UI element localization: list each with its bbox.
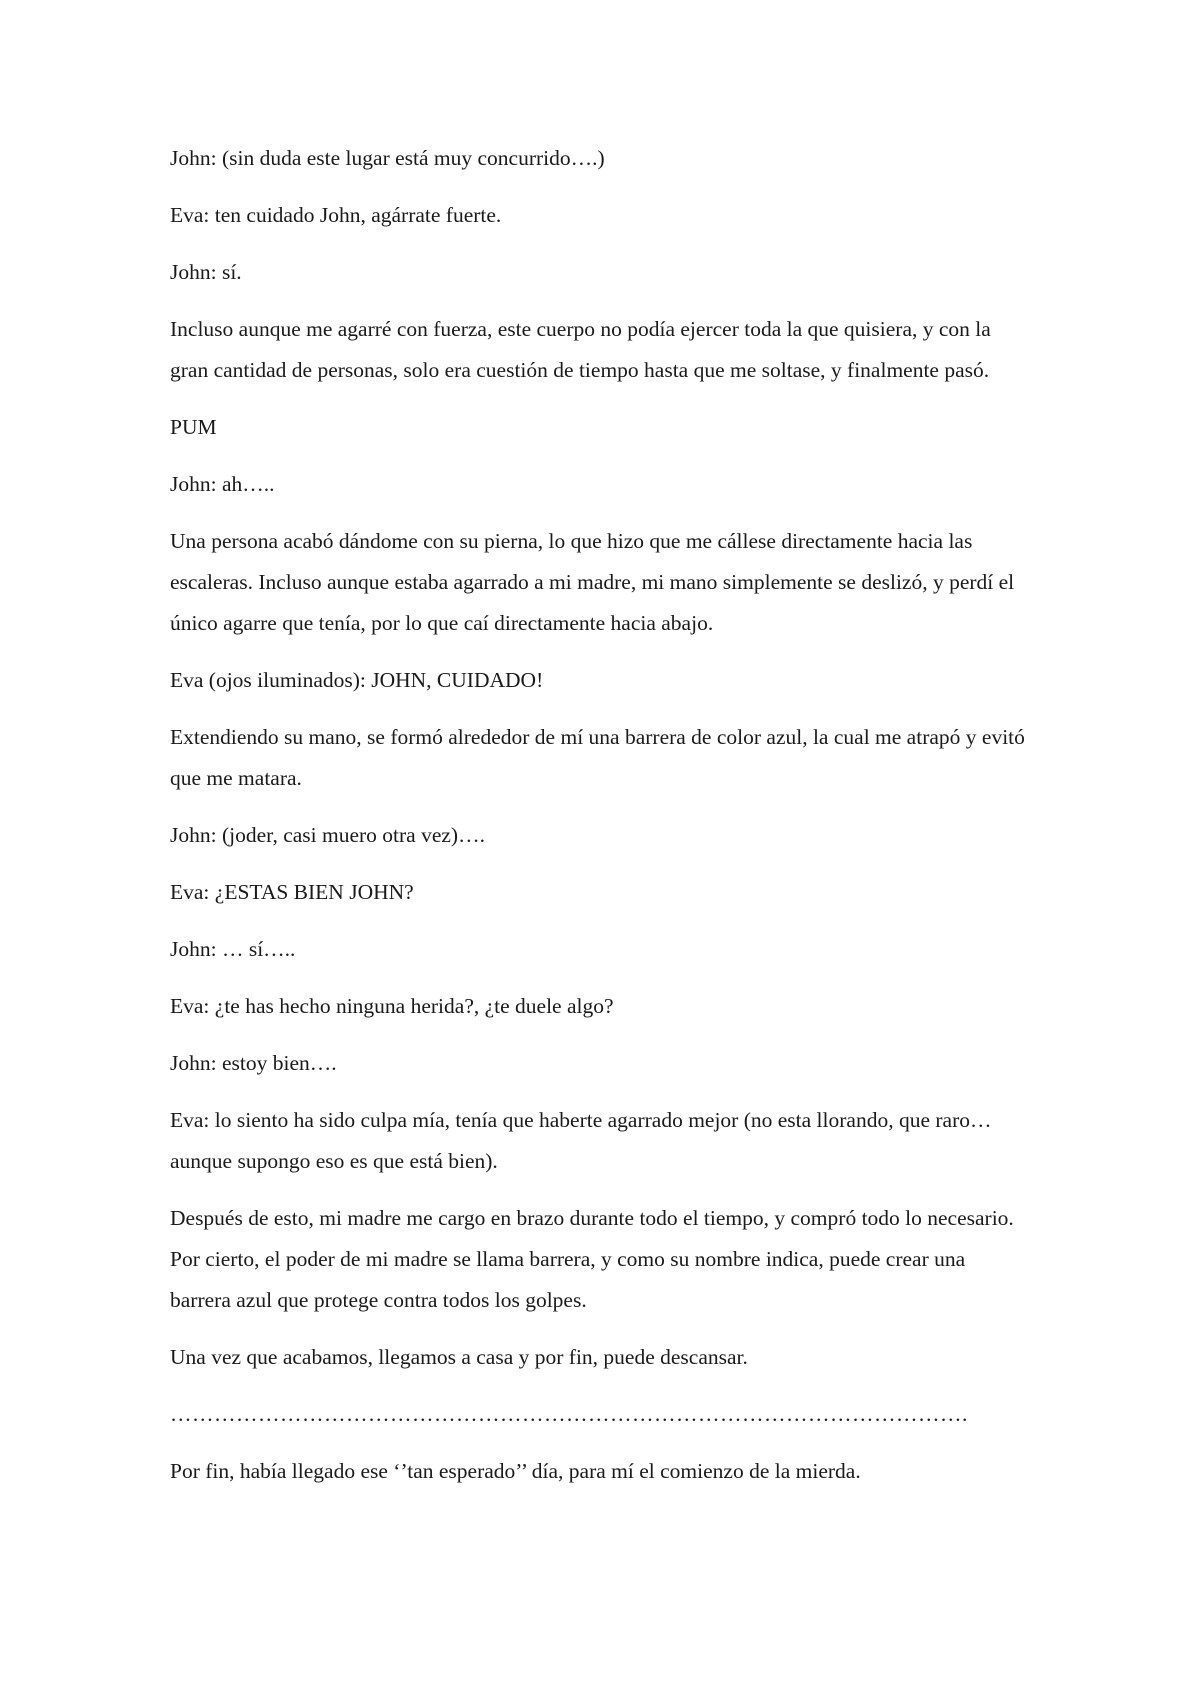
paragraph: Eva: ¿ESTAS BIEN JOHN? — [170, 880, 414, 904]
paragraph: Incluso aunque me agarré con fuerza, este cuerpo no podía ejercer toda la que quisiera, y con la gran cantidad de personas, solo era cuestión de tiempo hasta que me soltase, y finalmente pasó. — [170, 317, 991, 382]
paragraph: Eva: lo siento ha sido culpa mía, tenía que haberte agarrado mejor (no esta llorando, que raro… aunque supongo eso es que está bien). — [170, 1108, 992, 1173]
paragraph: Una persona acabó dándome con su pierna, lo que hizo que me cállese directamente hacia las escaleras. Incluso aunque estaba agarrado a mi madre, mi mano simplemente se deslizó, y perdí el único agarre que tenía, por lo que caí directamente hacia abajo. — [170, 529, 1015, 635]
paragraph: John: sí. — [170, 260, 242, 284]
paragraph: John: … sí….. — [170, 937, 296, 961]
paragraph: John: estoy bien…. — [170, 1051, 337, 1075]
paragraph: Una vez que acabamos, llegamos a casa y por fin, puede descansar. — [170, 1345, 748, 1369]
paragraph: Eva: ten cuidado John, agárrate fuerte. — [170, 203, 502, 227]
paragraph: Eva (ojos iluminados): JOHN, CUIDADO! — [170, 668, 544, 692]
paragraph: John: ah….. — [170, 472, 275, 496]
paragraph: Extendiendo su mano, se formó alrededor de mí una barrera de color azul, la cual me atrapó y evitó que me matara. — [170, 725, 1025, 790]
scene-separator: ………………………………………………………………………………………………. — [170, 1402, 968, 1426]
paragraph: Por fin, había llegado ese ‘’tan esperado’’ día, para mí el comienzo de la mierda. — [170, 1459, 861, 1483]
document-body — [170, 138, 1030, 1508]
paragraph: PUM — [170, 415, 217, 439]
paragraph: Eva: ¿te has hecho ninguna herida?, ¿te duele algo? — [170, 994, 614, 1018]
paragraph: John: (sin duda este lugar está muy concurrido….) — [170, 146, 605, 170]
paragraph: Después de esto, mi madre me cargo en brazo durante todo el tiempo, y compró todo lo necesario. Por cierto, el poder de mi madre se llama barrera, y como su nombre indica, puede crear una barrera azul que protege contra todos los golpes. — [170, 1206, 1014, 1312]
paragraph: John: (joder, casi muero otra vez)…. — [170, 823, 485, 847]
